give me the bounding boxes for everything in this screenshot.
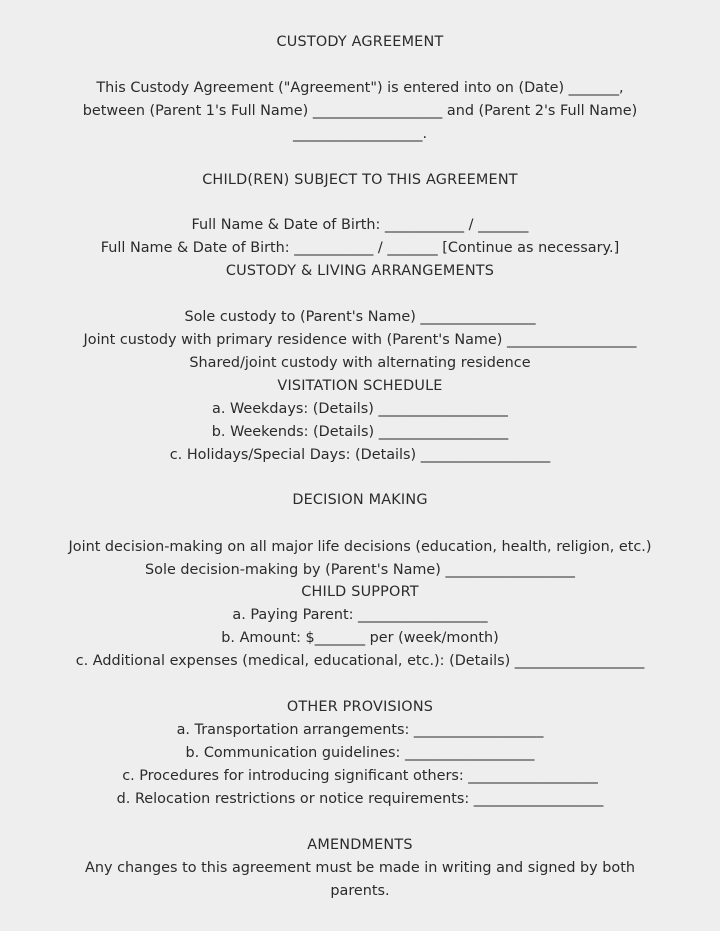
visitation-weekends-line: b. Weekends: (Details) __________________: [211, 424, 509, 440]
intro-line-1: This Custody Agreement ("Agreement") is entered into on (Date) _______,: [96, 80, 624, 96]
support-heading: CHILD SUPPORT: [301, 584, 419, 600]
other-transportation-line: a. Transportation arrangements: __________________: [176, 722, 544, 738]
intro-line-3: __________________.: [292, 126, 428, 142]
amendments-line-2: parents.: [330, 883, 390, 899]
children-line-2: Full Name & Date of Birth: ___________ / _______ [Continue as necessary.]: [100, 240, 620, 256]
other-communication-line: b. Communication guidelines: __________________: [185, 745, 535, 761]
support-paying-line: a. Paying Parent: __________________: [232, 607, 488, 623]
decision-joint-line: Joint decision-making on all major life decisions (education, health, religion, etc.): [68, 539, 652, 555]
custody-sole-line: Sole custody to (Parent's Name) ________________: [184, 309, 536, 325]
other-relocation-line: d. Relocation restrictions or notice requirements: __________________: [116, 791, 604, 807]
amendments-heading: AMENDMENTS: [307, 837, 413, 853]
children-line-1: Full Name & Date of Birth: ___________ / _______: [191, 217, 529, 233]
visitation-holidays-line: c. Holidays/Special Days: (Details) __________________: [169, 447, 551, 463]
custody-shared-line: Shared/joint custody with alternating residence: [189, 355, 531, 371]
decision-heading: DECISION MAKING: [292, 492, 428, 508]
children-heading: CHILD(REN) SUBJECT TO THIS AGREEMENT: [202, 172, 518, 188]
support-additional-line: c. Additional expenses (medical, educational, etc.): (Details) __________________: [75, 653, 645, 669]
visitation-heading: VISITATION SCHEDULE: [277, 378, 443, 394]
custody-joint-line: Joint custody with primary residence with (Parent's Name) __________________: [83, 332, 637, 348]
intro-line-2: between (Parent 1's Full Name) __________________ and (Parent 2's Full Name): [82, 103, 638, 119]
support-amount-line: b. Amount: $_______ per (week/month): [221, 630, 499, 646]
other-procedures-line: c. Procedures for introducing significant others: __________________: [122, 768, 598, 784]
document-title: CUSTODY AGREEMENT: [276, 34, 444, 50]
decision-sole-line: Sole decision-making by (Parent's Name) __________________: [145, 562, 575, 578]
other-heading: OTHER PROVISIONS: [286, 699, 434, 715]
visitation-weekdays-line: a. Weekdays: (Details) __________________: [212, 401, 508, 417]
custody-heading: CUSTODY & LIVING ARRANGEMENTS: [225, 263, 495, 279]
amendments-line-1: Any changes to this agreement must be made in writing and signed by both: [85, 860, 635, 876]
